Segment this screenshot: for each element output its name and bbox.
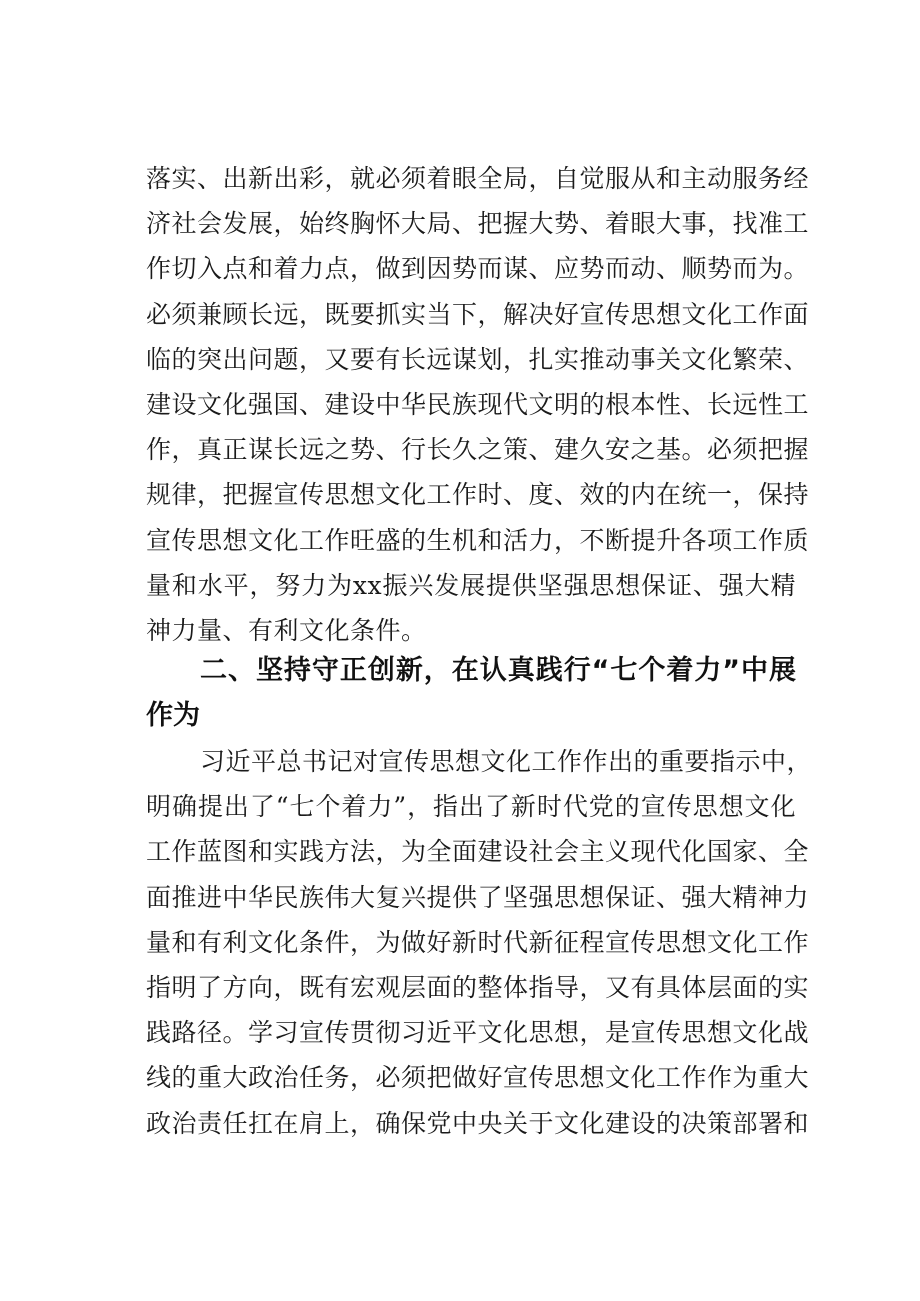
heading-line: 作为 — [146, 700, 200, 731]
paragraph-line: 临的突出问题，又要有长远谋划，扎实推动事关文化繁荣、 — [146, 344, 810, 374]
paragraph-line: 规律，把握宣传思想文化工作时、度、效的内在统一，保持 — [146, 480, 810, 510]
paragraph-line: 宣传思想文化工作旺盛的生机和活力，不断提升各项工作质 — [146, 525, 810, 555]
paragraph-line: 济社会发展，始终胸怀大局、把握大势、着眼大事，找准工 — [146, 209, 810, 239]
paragraph-2 — [146, 739, 813, 1146]
paragraph-line: 量和有利文化条件，为做好新时代新征程宣传思想文化工作 — [146, 927, 810, 957]
heading-line: 二、坚持守正创新，在认真践行“七个着力”中展 — [200, 655, 796, 686]
paragraph-1 — [146, 156, 810, 653]
paragraph-line: 神力量、有利文化条件。 — [146, 616, 427, 646]
paragraph-line: 量和水平，努力为xx振兴发展提供坚强思想保证、强大精 — [146, 570, 796, 600]
paragraph-line: 工作蓝图和实践方法，为全面建设社会主义现代化国家、全 — [146, 837, 810, 867]
paragraph-line: 作，真正谋长远之势、行长久之策、建久安之基。必须把握 — [146, 435, 810, 465]
paragraph-line: 面推进中华民族伟大复兴提供了坚强思想保证、强大精神力 — [146, 882, 810, 912]
paragraph-line: 落实、出新出彩，就必须着眼全局，自觉服从和主动服务经 — [146, 164, 810, 193]
paragraph-line: 作切入点和着力点，做到因势而谋、应势而动、顺势而为。 — [146, 254, 810, 284]
section-heading — [146, 648, 796, 738]
paragraph-line: 政治责任扛在肩上，确保党中央关于文化建设的决策部署和 — [146, 1108, 810, 1138]
paragraph-line: 习近平总书记对宣传思想文化工作作出的重要指示中， — [200, 747, 813, 776]
paragraph-line: 明确提出了“七个着力”，指出了新时代党的宣传思想文化 — [146, 792, 796, 822]
paragraph-line: 建设文化强国、建设中华民族现代文明的根本性、长远性工 — [146, 390, 810, 420]
paragraph-line: 线的重大政治任务，必须把做好宣传思想文化工作作为重大 — [146, 1063, 810, 1093]
paragraph-line: 践路径。学习宣传贯彻习近平文化思想，是宣传思想文化战 — [146, 1018, 810, 1048]
paragraph-line: 必须兼顾长远，既要抓实当下，解决好宣传思想文化工作面 — [146, 299, 810, 329]
paragraph-line: 指明了方向，既有宏观层面的整体指导，又有具体层面的实 — [146, 973, 810, 1003]
